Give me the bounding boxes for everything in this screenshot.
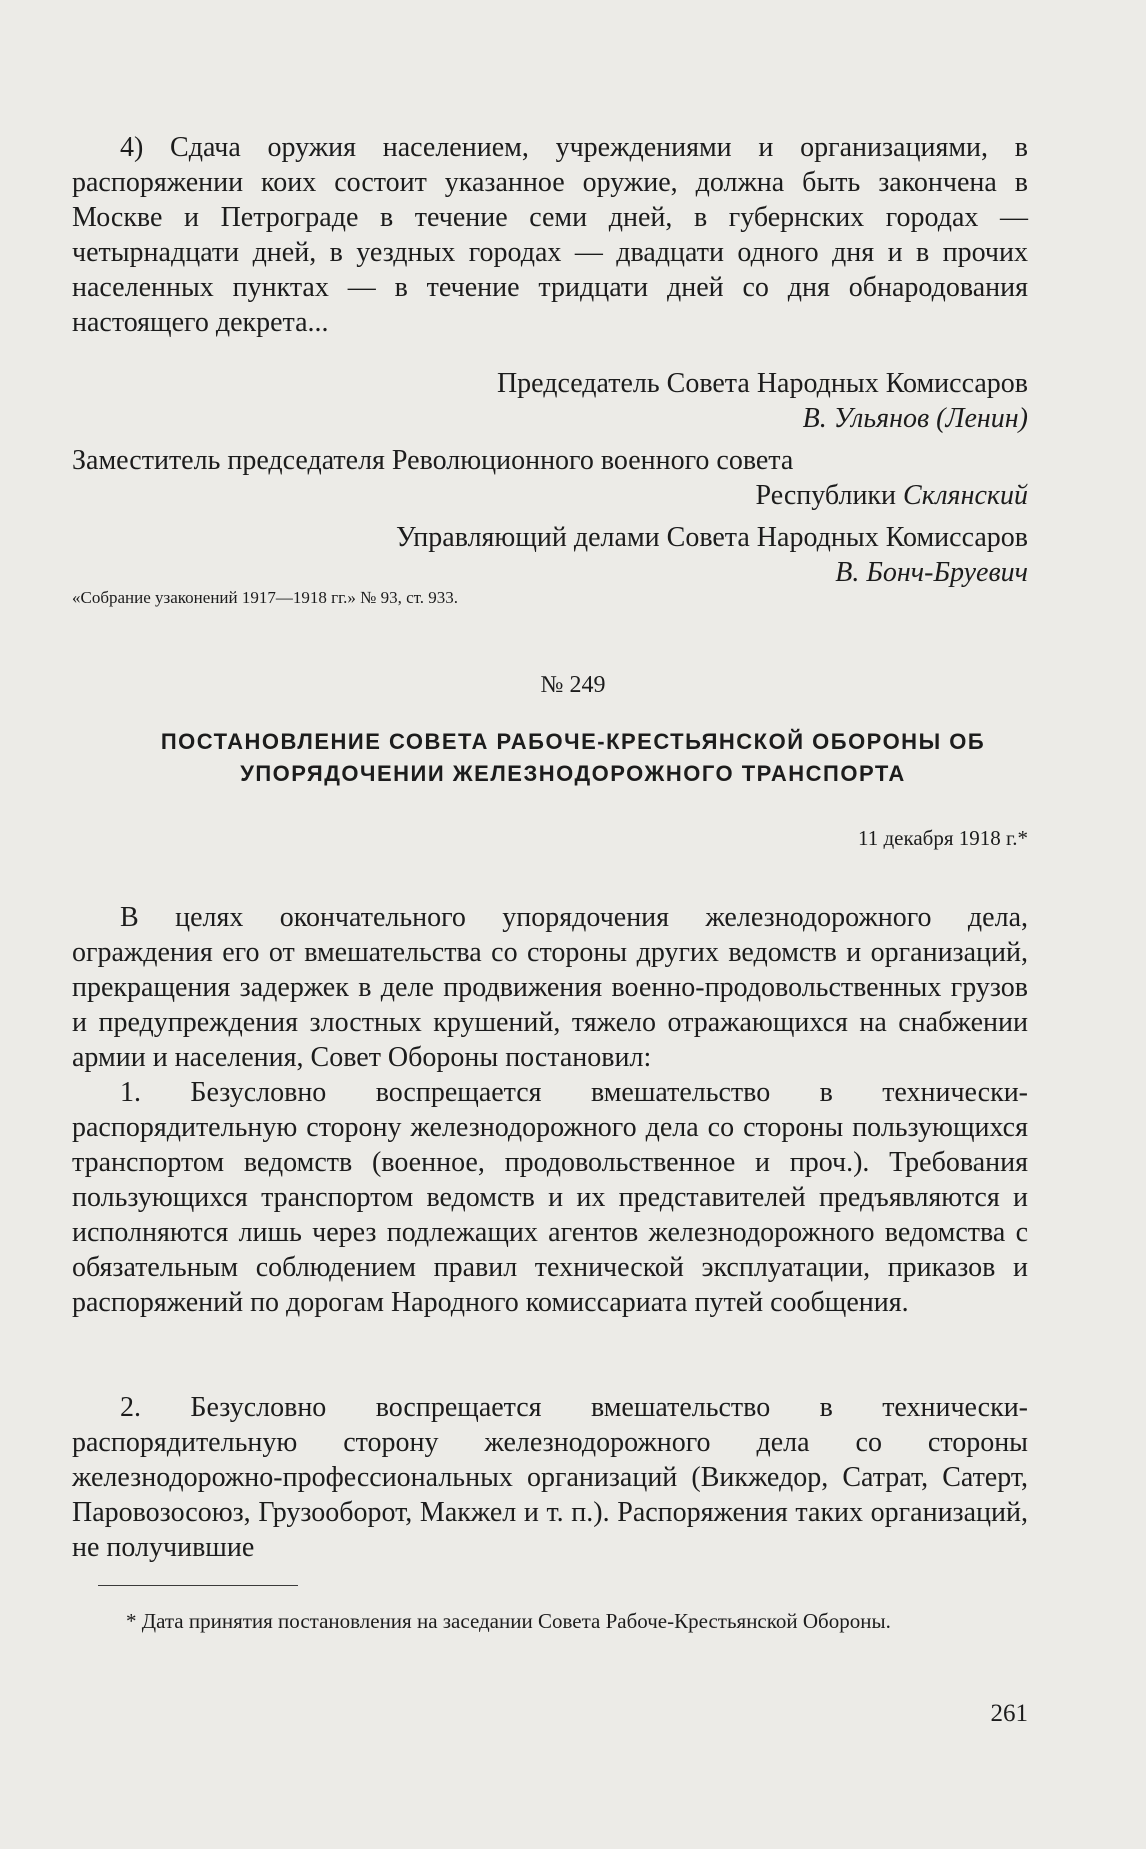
footnote-divider <box>98 1585 298 1586</box>
manager-title: Управляющий делами Совета Народных Комиссаров <box>395 522 1028 553</box>
document-number: № 249 <box>540 672 606 698</box>
deputy-title-cont-line <box>756 478 1028 513</box>
point-2-paragraph: 2. Безусловно воспрещается вмешательство в технически-распорядительную сторону железнодорожного дела со стороны железнодорожно-профессиональных организаций (Викжедор, Сатрат, Сатерт, Паровозосоюз, Грузооборот, Макжел и т. п.). Распоряжения таких организаций, не получившие <box>72 1392 1028 1563</box>
deputy-name: Склянский <box>903 480 1028 511</box>
document-title: ПОСТАНОВЛЕНИЕ СОВЕТА РАБОЧЕ-КРЕСТЬЯНСКОЙ ОБОРОНЫ ОБ УПОРЯДОЧЕНИИ ЖЕЛЕЗНОДОРОЖНОГО ТРАНСПОРТА <box>160 729 986 786</box>
footnote: * Дата принятия постановления на заседании Совета Рабоче-Крестьянской Обороны. <box>126 1609 891 1633</box>
deputy-title: Заместитель председателя Революционного военного совета <box>72 445 794 476</box>
deputy-title-cont: Республики <box>755 480 897 511</box>
deputy-signature <box>72 443 1028 478</box>
chairman-name: В. Ульянов (Ленин) <box>802 403 1028 434</box>
intro-paragraph: В целях окончательного упорядочения железнодорожного дела, ограждения его от вмешательства со стороны других ведомств и организаций, прекращения задержек в деле продвижения военно-продовольственных грузов и предупреждения злостных крушений, тяжело отражающихся на снабжении армии и населения, Совет Обороны постановил: <box>72 902 1028 1073</box>
point-1-paragraph: 1. Безусловно воспрещается вмешательство в технически-распорядительную сторону железнодорожного дела со стороны пользующихся транспортом ведомств (военное, продовольственное и проч.). Требования пользующихся транспортом ведомств и их представителей предъявляются и исполняются лишь через подлежащих агентов железнодорожного ведомства с обязательным соблюдением правил технической эксплуатации, приказов и распоряжений по дорогам Народного комиссариата путей сообщения. <box>72 1077 1028 1318</box>
source-citation: «Собрание узаконений 1917—1918 гг.» № 93, ст. 933. <box>72 588 459 607</box>
page-number: 261 <box>990 1700 1028 1727</box>
manager-name: В. Бонч-Бруевич <box>835 557 1028 588</box>
paragraph-4: 4) Сдача оружия населением, учреждениями и организациями, в распоряжении коих состоит указанное оружие, должна быть закончена в Москве и Петрограде в течение семи дней, в губернских городах — четырнадцати дней, в уездных городах — двадцати одного дня и в прочих населенных пунктах — в течение тридцати дней со дня обнародования настоящего декрета... <box>72 132 1028 338</box>
document-date: 11 декабря 1918 г.* <box>857 826 1028 850</box>
chairman-title: Председатель Совета Народных Комиссаров <box>496 368 1028 399</box>
